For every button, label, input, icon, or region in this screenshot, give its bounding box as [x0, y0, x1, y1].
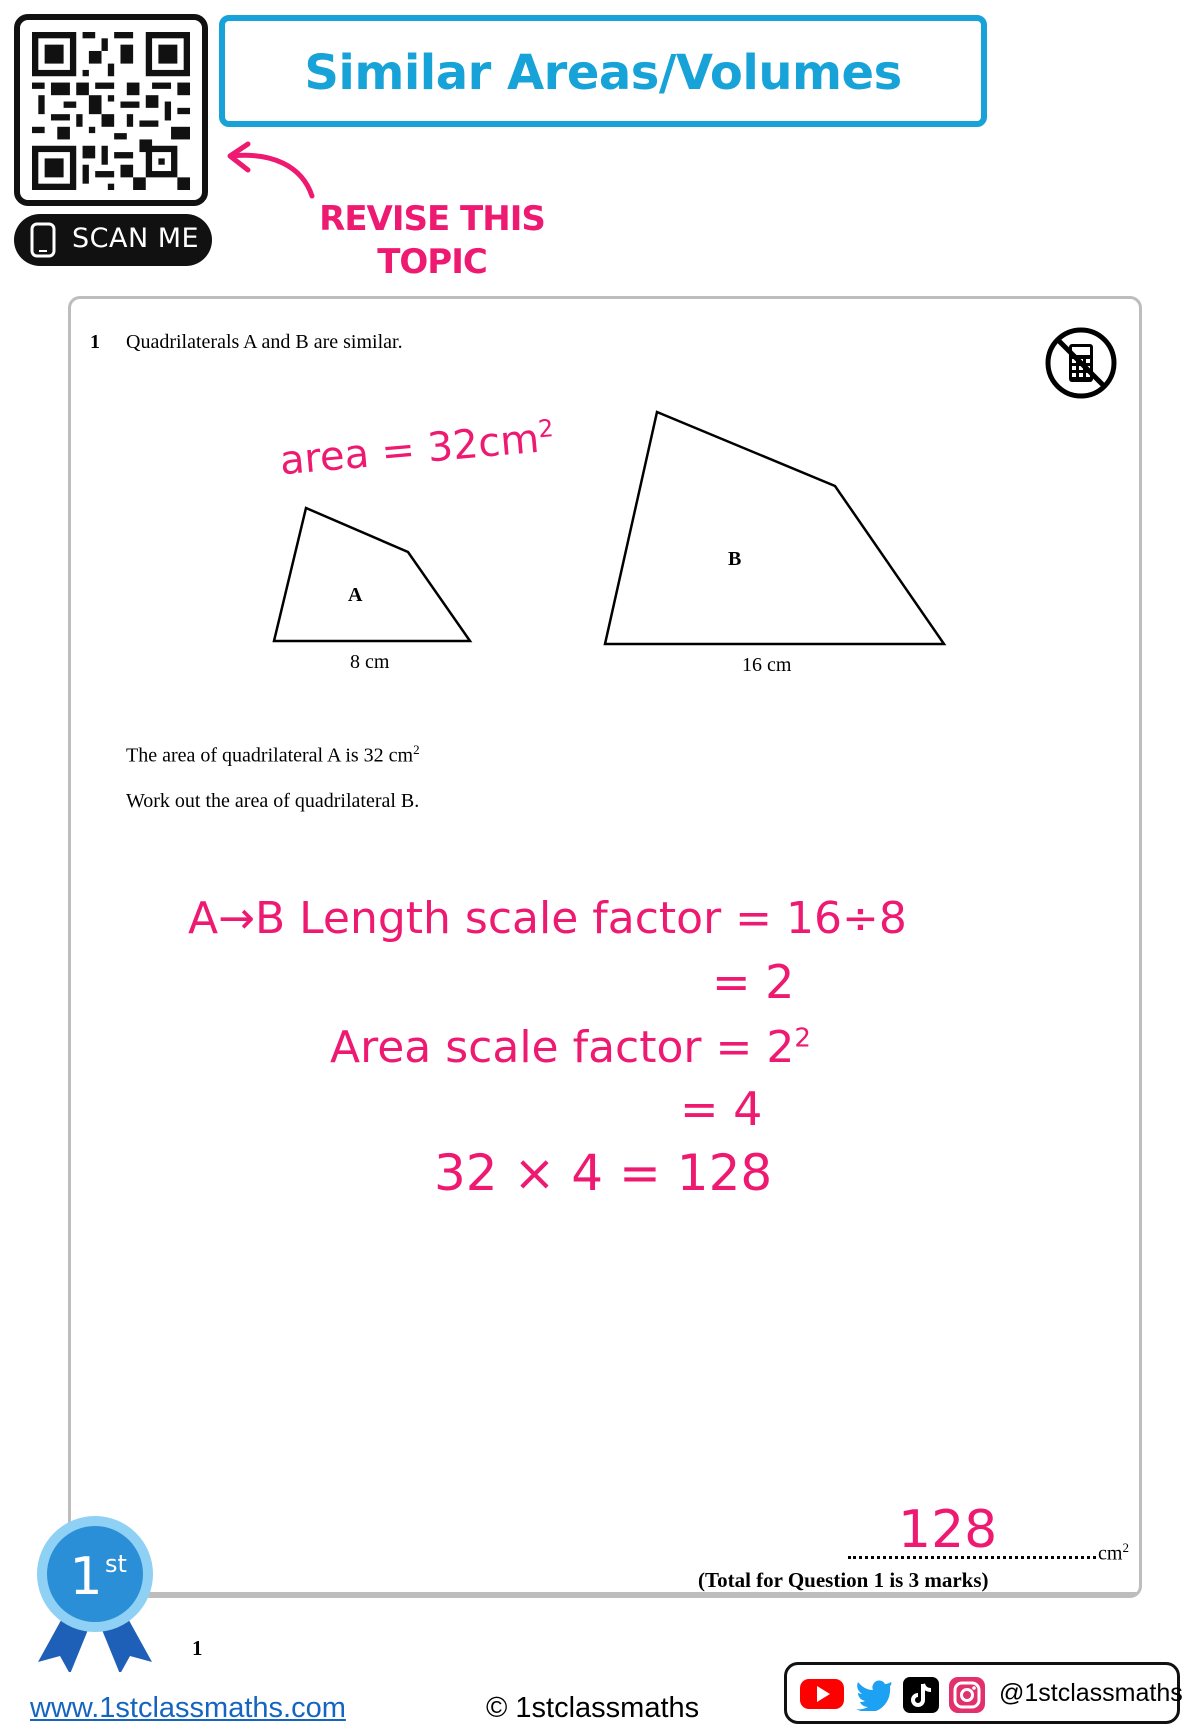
- revise-line-1: REVISE THIS: [319, 199, 545, 239]
- total-marks: (Total for Question 1 is 3 marks): [698, 1568, 989, 1592]
- social-handle[interactable]: @1stclassmaths: [999, 1679, 1183, 1707]
- tiktok-icon[interactable]: [903, 1677, 939, 1713]
- quadrilateral-b: [605, 412, 944, 644]
- quadrilateral-a: [274, 508, 470, 641]
- question-intro: Quadrilaterals A and B are similar.: [126, 331, 403, 353]
- question-number: 1: [90, 331, 100, 353]
- answer-unit: $cm^2$: [1098, 1540, 1129, 1565]
- handwritten-area-note: area = $32cm^2$: [277, 414, 555, 485]
- medal-icon: [30, 1512, 160, 1672]
- page-number: 1: [192, 1636, 203, 1660]
- instagram-icon[interactable]: [949, 1677, 985, 1713]
- working-line-5: 32 × 4 = 128: [434, 1144, 773, 1202]
- shape-b-length: 16 cm: [742, 654, 792, 676]
- shape-a-label: A: [348, 584, 363, 606]
- medal-text: 1: [69, 1547, 103, 1607]
- scan-me-label: SCAN ME: [72, 223, 200, 254]
- social-links: [784, 1662, 1183, 1724]
- area-statement: The area of quadrilateral A is 32 $cm^2$: [126, 742, 420, 767]
- page-title: Similar Areas/Volumes: [304, 45, 902, 101]
- twitter-icon[interactable]: [855, 1677, 893, 1711]
- youtube-icon[interactable]: [799, 1677, 845, 1711]
- handwritten-answer: 128: [898, 1500, 998, 1560]
- working-line-2: = 2: [712, 955, 795, 1009]
- revise-line-2: TOPIC: [377, 242, 487, 282]
- answer-line[interactable]: [848, 1556, 1096, 1559]
- medal-superscript: st: [105, 1550, 127, 1578]
- copyright: © 1stclassmaths: [486, 1692, 700, 1724]
- website-link[interactable]: www.1stclassmaths.com: [30, 1692, 346, 1724]
- quadrilateral-diagram: [0, 0, 1200, 720]
- working-line-3: Area scale factor = $2^2$: [330, 1022, 811, 1073]
- shape-b-label: B: [728, 548, 742, 570]
- working-line-4: = 4: [680, 1082, 763, 1136]
- task-statement: Work out the area of quadrilateral B.: [126, 790, 420, 812]
- working-line-1: A→B Length scale factor = 16÷8: [188, 893, 907, 944]
- shape-a-length: 8 cm: [350, 651, 390, 673]
